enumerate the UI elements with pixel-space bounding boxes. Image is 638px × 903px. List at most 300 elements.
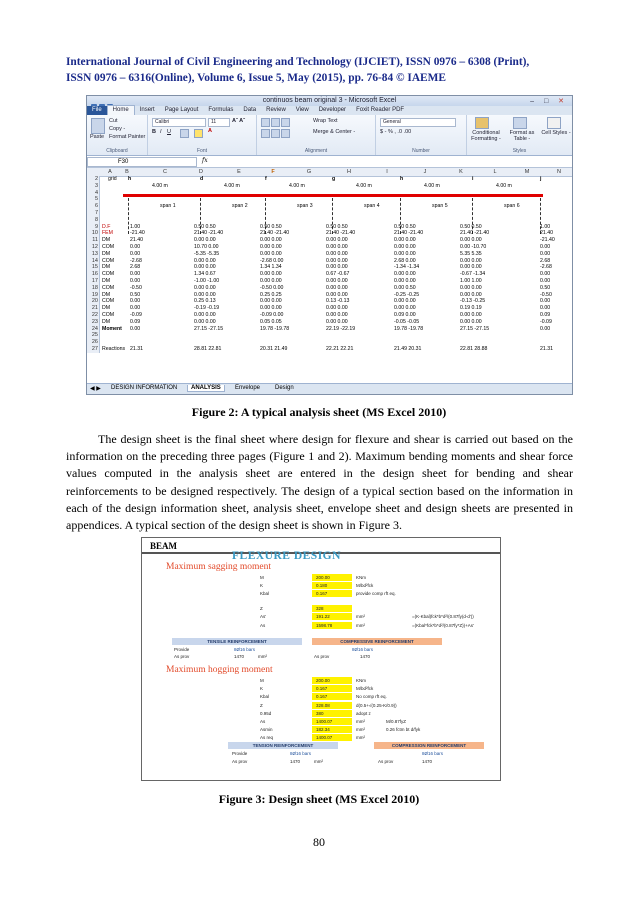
- cell[interactable]: -0.50: [540, 291, 552, 298]
- span-label: span 4: [364, 203, 380, 210]
- table-row[interactable]: [100, 292, 570, 299]
- calc-unit: adopt z: [356, 711, 371, 716]
- window-title: continuos beam original 3 - Microsoft Excel: [262, 97, 397, 104]
- cell[interactable]: 2.68 0.00: [394, 257, 416, 264]
- cell[interactable]: 0.00 -10.70: [460, 244, 487, 250]
- cell[interactable]: -1.00 -1.00: [194, 278, 220, 284]
- cell[interactable]: 28.81 22.81: [194, 346, 222, 352]
- row-header[interactable]: 16: [91, 271, 98, 278]
- tab-file[interactable]: File: [87, 106, 107, 115]
- cell[interactable]: 0.00 0.00: [260, 237, 282, 244]
- group-label-clipboard: Clipboard: [106, 148, 128, 154]
- cell[interactable]: 0.00 0.00: [460, 257, 482, 264]
- row-header[interactable]: 20: [91, 298, 98, 305]
- cell-styles-icon[interactable]: [547, 117, 561, 129]
- sheet-tab-analysis[interactable]: ANALYSIS: [187, 385, 225, 392]
- cell[interactable]: 0.00: [540, 325, 551, 332]
- cell[interactable]: 1.00: [540, 223, 551, 230]
- borders-icon[interactable]: [180, 129, 189, 138]
- cell[interactable]: 0.00 0.00: [326, 244, 348, 250]
- cell[interactable]: 0.50 0.50: [260, 223, 282, 230]
- calc-value[interactable]: 182.34: [316, 727, 330, 732]
- calc-label: M: [260, 575, 264, 580]
- cell[interactable]: 0.05 0.05: [260, 318, 282, 325]
- cell[interactable]: -21.40: [130, 230, 145, 237]
- cell[interactable]: -0.50: [130, 284, 142, 291]
- cell[interactable]: 0.00 0.00: [326, 312, 348, 318]
- tab-insert[interactable]: Insert: [139, 107, 155, 113]
- cell[interactable]: -0.19 -0.19: [194, 305, 220, 312]
- calc-value[interactable]: 1400.07: [316, 719, 333, 724]
- cell[interactable]: 0.00 0.00: [326, 237, 348, 244]
- row-header[interactable]: 21: [91, 305, 98, 312]
- cell[interactable]: 2.68: [130, 264, 141, 271]
- cell[interactable]: 21.49 20.31: [394, 346, 422, 352]
- row-header[interactable]: 6: [94, 203, 98, 210]
- row-header[interactable]: 7: [94, 209, 98, 216]
- cell[interactable]: 0.00: [540, 278, 551, 284]
- row-header[interactable]: 10: [91, 230, 98, 237]
- align-right-icon[interactable]: [281, 129, 290, 138]
- cell[interactable]: 5.35 5.35: [460, 250, 482, 257]
- table-row[interactable]: [100, 230, 570, 237]
- row-header[interactable]: 25: [91, 332, 98, 339]
- calc-label: M: [260, 678, 264, 683]
- cell[interactable]: -2.68: [130, 257, 142, 264]
- cell[interactable]: -0.13 -0.25: [460, 298, 486, 305]
- cell[interactable]: 0.00 0.00: [260, 244, 282, 250]
- column-header-h[interactable]: H: [347, 169, 351, 175]
- table-row[interactable]: [100, 298, 570, 305]
- span-label: span 2: [232, 203, 248, 210]
- format-as-table-button[interactable]: Format as Table -: [509, 130, 535, 142]
- row-header[interactable]: 14: [91, 257, 98, 264]
- cell[interactable]: 0.00 0.00: [326, 264, 348, 271]
- comp-provide-value[interactable]: 8Ø16 bars: [422, 751, 444, 756]
- cell[interactable]: 0.00 0.00: [394, 244, 416, 250]
- cell[interactable]: 0.00: [130, 298, 141, 305]
- cell[interactable]: 0.00: [540, 250, 551, 257]
- paste-icon[interactable]: [91, 118, 105, 134]
- cell[interactable]: -0.25 -0.25: [394, 291, 420, 298]
- number-group: [376, 115, 467, 155]
- cell[interactable]: 0.00 0.00: [394, 278, 416, 284]
- row-header[interactable]: 13: [91, 250, 98, 257]
- format-table-icon[interactable]: [513, 117, 527, 129]
- row-header[interactable]: 8: [94, 216, 98, 223]
- cell[interactable]: 0.00 0.00: [194, 284, 216, 291]
- cell[interactable]: 1.00: [130, 223, 141, 230]
- cell[interactable]: 0.25 0.13: [194, 298, 216, 305]
- format-painter-button[interactable]: Format Painter: [109, 134, 146, 140]
- grid-label: grid: [108, 176, 117, 182]
- tab-view[interactable]: View: [295, 107, 309, 113]
- span-length: 4.00 m: [152, 182, 168, 189]
- row-header[interactable]: 5: [94, 196, 98, 203]
- name-box[interactable]: F30: [87, 157, 197, 167]
- cell[interactable]: 0.00 0.00: [326, 257, 348, 264]
- cell[interactable]: 0.00 0.00: [326, 278, 348, 284]
- cell[interactable]: 27.15 -27.15: [194, 325, 224, 332]
- grow-font-icon[interactable]: Aˆ Aˇ: [232, 118, 245, 124]
- tab-review[interactable]: Review: [266, 107, 286, 113]
- font-color-icon[interactable]: A: [208, 128, 212, 134]
- calc-value[interactable]: 328: [316, 606, 324, 611]
- row-header[interactable]: 22: [91, 311, 98, 318]
- calc-value[interactable]: 200.00: [316, 678, 330, 683]
- column-header-a[interactable]: A: [108, 169, 112, 175]
- calc-value[interactable]: 0.167: [316, 686, 328, 691]
- provide-label: Provide: [174, 647, 190, 652]
- cell[interactable]: 0.00 0.00: [460, 312, 482, 318]
- row-header[interactable]: 18: [91, 284, 98, 291]
- cell[interactable]: 0.00 0.00: [394, 250, 416, 257]
- underline-icon[interactable]: U: [167, 129, 171, 135]
- cell[interactable]: 0.00 0.50: [394, 284, 416, 291]
- cell[interactable]: 27.15 -27.15: [460, 325, 490, 332]
- cell[interactable]: 0.50 0.50: [194, 223, 216, 230]
- row-header[interactable]: 3: [94, 182, 98, 189]
- group-label-number: Number: [412, 148, 430, 154]
- cell[interactable]: 21.31: [130, 346, 143, 352]
- cell[interactable]: 0.25 0.25: [260, 291, 282, 298]
- cell[interactable]: 0.50 0.50: [394, 223, 416, 230]
- cell[interactable]: 0.00 0.00: [394, 305, 416, 312]
- cell[interactable]: 0.50 0.50: [326, 223, 348, 230]
- column-header-d[interactable]: D: [199, 169, 203, 175]
- journal-header: [66, 54, 586, 86]
- column-header-n[interactable]: N: [557, 169, 561, 175]
- alignment-group: [257, 115, 376, 155]
- cell[interactable]: 0.00 0.00: [260, 278, 282, 284]
- calc-value[interactable]: 0.167: [316, 694, 328, 699]
- row-label: DM: [102, 291, 111, 298]
- calc-value[interactable]: 0.180: [316, 583, 328, 588]
- row-label: DM: [102, 305, 111, 312]
- cell[interactable]: -1.34 -1.34: [394, 264, 420, 271]
- align-middle-icon[interactable]: [271, 118, 280, 127]
- cell[interactable]: 20.31 21.49: [260, 346, 288, 352]
- italic-icon[interactable]: I: [160, 129, 162, 135]
- column-header-m[interactable]: M: [524, 169, 530, 175]
- column-header-b[interactable]: B: [125, 169, 129, 175]
- beam-label: BEAM: [150, 541, 177, 551]
- table-row[interactable]: [100, 264, 570, 271]
- column-header-c[interactable]: C: [163, 169, 167, 175]
- cell[interactable]: 0.00 0.00: [326, 305, 348, 312]
- row-headers[interactable]: [87, 176, 100, 353]
- cell[interactable]: 0.00 0.00: [326, 318, 348, 325]
- tab-data[interactable]: Data: [243, 107, 257, 113]
- comp-as-prov-value[interactable]: 1470: [422, 759, 433, 764]
- conditional-formatting-button[interactable]: Conditional Formatting -: [471, 130, 501, 142]
- grid-node: j: [540, 176, 542, 182]
- cell[interactable]: -0.09: [540, 318, 552, 325]
- cell[interactable]: -0.09: [130, 312, 142, 318]
- tensile-reinforcement-band: TENSILE REINFORCEMENT: [172, 638, 302, 645]
- cell[interactable]: 1.34 1.34: [260, 264, 282, 271]
- span-length: 4.00 m: [356, 182, 372, 189]
- column-header-l[interactable]: L: [493, 169, 497, 175]
- journal-header-line1: International Journal of Civil Engineering and Technology (IJCIET), ISSN 0976 – 6308 (Print),: [66, 56, 530, 68]
- cell[interactable]: 0.50: [130, 291, 141, 298]
- align-top-icon[interactable]: [261, 118, 270, 127]
- paste-button[interactable]: Paste: [90, 134, 105, 140]
- row-label: DM: [102, 250, 111, 257]
- cell[interactable]: 0.09: [540, 312, 551, 318]
- table-row[interactable]: [100, 346, 570, 353]
- cell[interactable]: 0.00 0.00: [260, 298, 282, 305]
- cell[interactable]: 21.31: [540, 346, 553, 352]
- cell[interactable]: 19.78 -19.78: [394, 325, 424, 332]
- cell[interactable]: 22.21 22.21: [326, 346, 354, 352]
- table-row[interactable]: [100, 326, 570, 333]
- bold-icon[interactable]: B: [152, 129, 156, 135]
- cell[interactable]: -0.05 -0.05: [394, 318, 420, 325]
- calc-label: Z: [260, 703, 263, 708]
- cell[interactable]: 0.00 0.00: [460, 318, 482, 325]
- cell[interactable]: 0.00 0.00: [260, 271, 282, 278]
- cell[interactable]: -0.67 -1.34: [460, 271, 486, 278]
- table-row[interactable]: [100, 237, 570, 244]
- cell[interactable]: 0.00 0.00: [260, 250, 282, 257]
- cell[interactable]: 0.09 0.00: [394, 312, 416, 318]
- cell[interactable]: 0.00: [540, 298, 551, 305]
- calc-value[interactable]: 328.08: [316, 703, 330, 708]
- as-prov-value[interactable]: 1470: [234, 654, 245, 659]
- cell[interactable]: 21.40 -21.40: [326, 230, 356, 237]
- cell[interactable]: 0.19 0.19: [460, 305, 482, 312]
- provide-value[interactable]: 8Ø16 bars: [290, 751, 312, 756]
- cell[interactable]: 0.00 0.00: [394, 271, 416, 278]
- row-header[interactable]: 26: [91, 339, 98, 346]
- calc-unit: mm²: [356, 735, 365, 740]
- cell[interactable]: 0.00 0.00: [194, 318, 216, 325]
- table-row[interactable]: [100, 278, 570, 285]
- as-prov-value[interactable]: 1470: [290, 759, 301, 764]
- wrap-text-button[interactable]: Wrap Text: [313, 118, 338, 124]
- cell[interactable]: 21.40 -21.40: [394, 230, 424, 237]
- conditional-formatting-icon[interactable]: [475, 117, 489, 129]
- row-header[interactable]: 4: [94, 189, 98, 196]
- sheet-nav-icon[interactable]: ◀ ▶: [90, 386, 101, 392]
- table-row[interactable]: [100, 271, 570, 278]
- cell[interactable]: 0.00: [540, 271, 551, 278]
- cell[interactable]: 19.78 -19.78: [260, 325, 290, 332]
- cell[interactable]: 0.13 -0.13: [326, 298, 350, 305]
- cell[interactable]: 0.00 0.00: [460, 237, 482, 244]
- worksheet-grid[interactable]: [87, 168, 572, 382]
- calc-value[interactable]: 1400.07: [316, 735, 333, 740]
- calc-label: As: [260, 623, 266, 628]
- fill-color-icon[interactable]: [194, 129, 203, 138]
- row-header[interactable]: 15: [91, 264, 98, 271]
- cut-button[interactable]: Cut: [109, 118, 118, 124]
- cell[interactable]: 0.00 0.00: [194, 237, 216, 244]
- close-icon[interactable]: ✕: [558, 98, 568, 105]
- calc-value[interactable]: 0.167: [316, 591, 328, 596]
- cell[interactable]: 21.40: [130, 237, 143, 244]
- row-header[interactable]: 2: [94, 176, 98, 182]
- merge-center-button[interactable]: Merge & Center -: [313, 129, 356, 135]
- cell[interactable]: 1.00 1.00: [460, 278, 482, 284]
- cell[interactable]: 1.34 0.67: [194, 271, 216, 278]
- table-row[interactable]: [100, 244, 570, 251]
- cell[interactable]: -0.09 0.00: [260, 312, 284, 318]
- cell[interactable]: -21.40: [540, 237, 555, 244]
- cell[interactable]: 0.67 -0.67: [326, 271, 350, 278]
- number-format-buttons[interactable]: $ - % , .0 .00: [380, 129, 412, 135]
- row-label: COM: [102, 312, 115, 318]
- tab-home[interactable]: Home: [107, 105, 135, 115]
- row-header[interactable]: 11: [92, 237, 98, 244]
- cell[interactable]: -5.35 -5.35: [194, 250, 220, 257]
- cell[interactable]: 0.50: [540, 284, 551, 291]
- row-label: DM: [102, 278, 111, 284]
- comp-as-prov-label: As prov: [314, 654, 330, 659]
- cell[interactable]: 0.00 0.00: [460, 291, 482, 298]
- row-header[interactable]: 27: [91, 345, 98, 352]
- cell[interactable]: 0.00 0.00: [326, 291, 348, 298]
- cell[interactable]: 0.00 0.00: [394, 298, 416, 305]
- table-row[interactable]: [100, 224, 570, 231]
- sheet-tab-design[interactable]: Design: [275, 385, 294, 391]
- calc-unit: No comp rft eq.: [356, 694, 387, 699]
- table-row[interactable]: [100, 251, 570, 258]
- calc-label: Kbal: [260, 591, 270, 596]
- cell[interactable]: 21.40 -21.40: [460, 230, 490, 237]
- comp-as-prov-value[interactable]: 1470: [360, 654, 371, 659]
- cell[interactable]: 0.00 0.00: [260, 305, 282, 312]
- cell[interactable]: 0.00: [540, 305, 551, 312]
- grid-node: f: [265, 176, 267, 182]
- font-name-select[interactable]: Calibri: [152, 118, 206, 127]
- row-label: COM: [102, 271, 115, 278]
- cell[interactable]: 0.00 0.00: [326, 284, 348, 291]
- align-left-icon[interactable]: [261, 129, 270, 138]
- page-number: 80: [313, 835, 325, 849]
- table-row[interactable]: [100, 258, 570, 265]
- figure3-caption: Figure 3: Design sheet (MS Excel 2010): [218, 792, 420, 806]
- calc-value[interactable]: 380: [316, 711, 324, 716]
- grid-node: g: [332, 176, 336, 182]
- cell[interactable]: 22.81 28.88: [460, 346, 488, 352]
- row-header[interactable]: 19: [91, 291, 98, 298]
- cell[interactable]: 21.40 -21.40: [260, 230, 290, 237]
- cell[interactable]: 22.19 -22.19: [326, 325, 356, 332]
- comp-provide-value[interactable]: 8Ø16 bars: [352, 647, 374, 652]
- cell[interactable]: 0.00 0.00: [194, 312, 216, 318]
- cell-styles-button[interactable]: Cell Styles -: [541, 130, 571, 136]
- cell[interactable]: 0.00: [130, 325, 141, 332]
- cell[interactable]: 21.40 -21.40: [194, 230, 224, 237]
- row-header[interactable]: 23: [91, 318, 98, 325]
- cell[interactable]: 0.09: [130, 318, 141, 325]
- calc-unit: M/bd²fck: [356, 686, 374, 691]
- table-row[interactable]: [100, 319, 570, 326]
- cell[interactable]: -0.50 0.00: [260, 284, 284, 291]
- cell[interactable]: 0.50 0.50: [460, 223, 482, 230]
- cell[interactable]: 10.70 0.00: [194, 244, 219, 250]
- cell[interactable]: 0.00 0.00: [326, 250, 348, 257]
- cell[interactable]: 0.00 0.00: [194, 257, 216, 264]
- cell[interactable]: 0.00 0.00: [460, 284, 482, 291]
- column-header-f[interactable]: F: [271, 169, 275, 175]
- as-prov-label: As prov: [174, 654, 190, 659]
- fx-icon[interactable]: fx: [202, 157, 208, 164]
- cell[interactable]: 0.00: [130, 271, 141, 278]
- calc-label: Asmin: [260, 727, 273, 732]
- group-label-alignment: Alignment: [304, 148, 328, 154]
- calc-value[interactable]: 200.00: [316, 575, 330, 580]
- cell[interactable]: 0.00 0.00: [194, 291, 216, 298]
- row-header[interactable]: 12: [91, 243, 98, 250]
- column-header-j[interactable]: J: [423, 169, 427, 175]
- font-size-select[interactable]: 11: [208, 118, 230, 127]
- cell[interactable]: 21.40: [540, 230, 553, 237]
- grid-node: h: [128, 176, 132, 182]
- calc-unit: KNm: [356, 678, 366, 683]
- row-header[interactable]: 9: [94, 223, 98, 230]
- formula-note: M/0.87fyZ: [386, 719, 407, 724]
- cell[interactable]: 0.00 0.00: [394, 237, 416, 244]
- window-controls[interactable]: – □ ✕: [530, 98, 568, 105]
- copy-button[interactable]: Copy -: [109, 126, 126, 132]
- cell[interactable]: 0.00: [540, 244, 551, 250]
- calc-label: K: [260, 686, 264, 691]
- row-header[interactable]: 17: [91, 277, 98, 284]
- align-center-icon[interactable]: [271, 129, 280, 138]
- column-header-k[interactable]: K: [459, 169, 463, 175]
- column-header-e[interactable]: E: [237, 169, 241, 175]
- column-header-g[interactable]: G: [306, 169, 312, 175]
- tab-formulas[interactable]: Formulas: [208, 107, 234, 113]
- tab-developer[interactable]: Developer: [318, 107, 347, 113]
- align-bottom-icon[interactable]: [281, 118, 290, 127]
- figure2-caption: Figure 2: A typical analysis sheet (MS Excel 2010): [191, 405, 447, 419]
- hogging-heading: Maximum hogging moment: [166, 665, 273, 675]
- tab-foxit-reader-pdf[interactable]: Foxit Reader PDF: [356, 107, 405, 113]
- cell[interactable]: 0.00: [130, 244, 141, 250]
- row-header[interactable]: 24: [91, 325, 98, 332]
- cell[interactable]: 2.68: [540, 257, 551, 264]
- font-group: [148, 115, 257, 155]
- table-row[interactable]: [100, 312, 570, 319]
- cell[interactable]: 0.00 0.00: [194, 264, 216, 271]
- provide-value[interactable]: 8Ø16 bars: [234, 647, 256, 652]
- ribbon-tabs: [87, 106, 572, 115]
- calc-unit: mm²: [356, 614, 365, 619]
- flexure-design-title: FLEXURE DESIGN: [232, 550, 341, 562]
- cell[interactable]: 0.00 0.00: [460, 264, 482, 271]
- compressive-reinforcement-band: COMPRESSIVE REINFORCEMENT: [312, 638, 442, 645]
- sheet-tab-design-information[interactable]: DESIGN INFORMATION: [111, 385, 178, 391]
- calc-value[interactable]: 191.22: [316, 614, 330, 619]
- sagging-heading: Maximum sagging moment: [166, 562, 272, 572]
- cell[interactable]: -2.68 0.00: [260, 257, 284, 264]
- cell[interactable]: -2.68: [540, 264, 552, 271]
- cell[interactable]: 0.00: [130, 250, 141, 257]
- table-row[interactable]: [100, 285, 570, 292]
- tab-page-layout[interactable]: Page Layout: [164, 107, 199, 113]
- calc-value[interactable]: 1598.78: [316, 623, 333, 628]
- cell[interactable]: 0.00: [130, 278, 141, 284]
- table-row[interactable]: [100, 305, 570, 312]
- number-format-select[interactable]: General: [380, 118, 456, 127]
- cell[interactable]: 0.00: [130, 305, 141, 312]
- column-header-i[interactable]: I: [386, 169, 388, 175]
- sheet-tab-envelope[interactable]: Envelope: [235, 385, 261, 391]
